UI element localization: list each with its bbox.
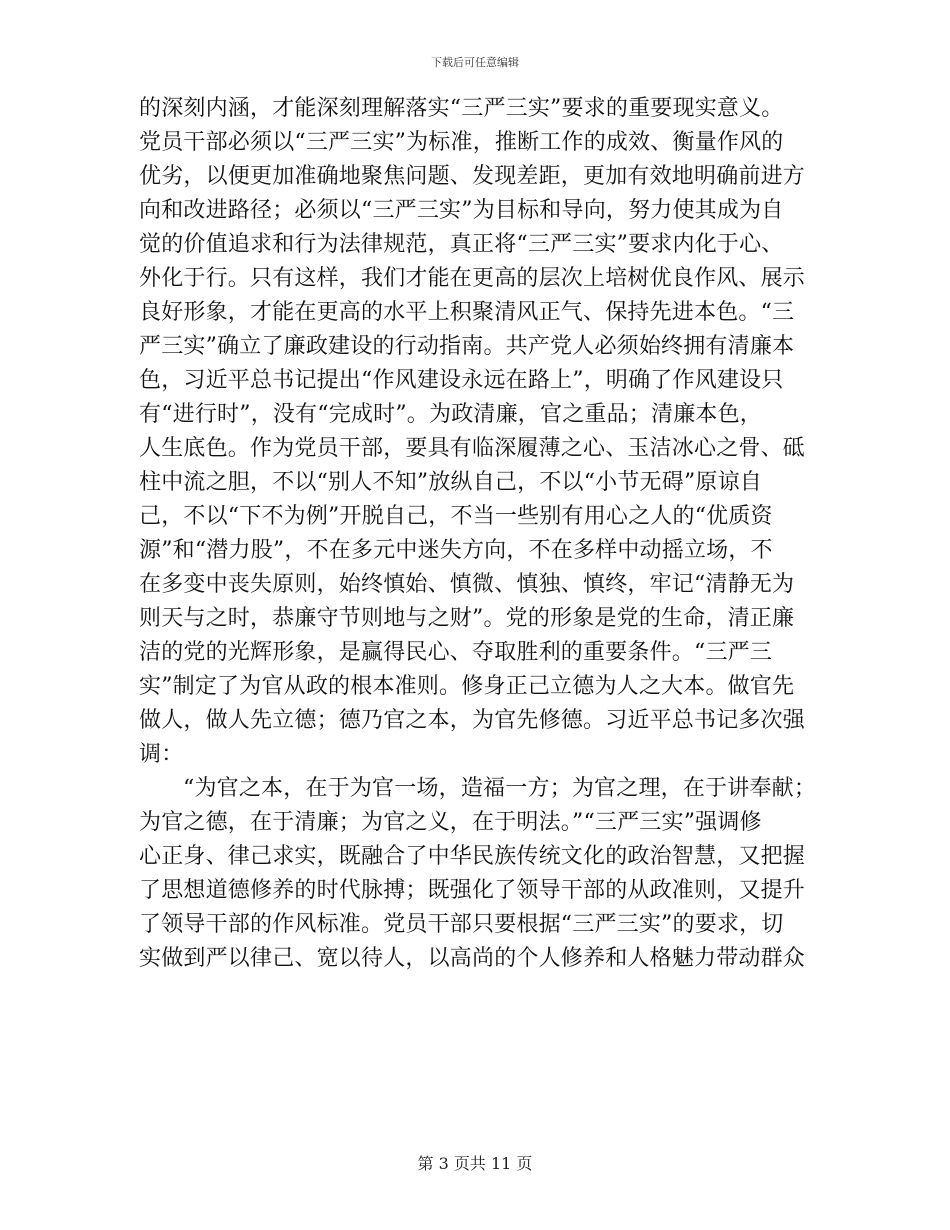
- body-line: 有“进行时”，没有“完成时”。为政清廉，官之重品；清廉本色，: [139, 402, 762, 427]
- body-line: 调：: [139, 742, 184, 767]
- body-line: 做人，做人先立德；德乃官之本，为官先修德。习近平总书记多次强: [139, 708, 806, 733]
- body-line: 外化于行。只有这样，我们才能在更高的层次上培树优良作风、展示: [139, 266, 806, 291]
- body-text: [139, 92, 817, 976]
- body-line: 严三实”确立了廉政建设的行动指南。共产党人必须始终拥有清廉本: [139, 334, 795, 359]
- body-line: 心正身、律己求实，既融合了中华民族传统文化的政治智慧，又把握: [139, 844, 806, 869]
- body-line: 觉的价值追求和行为法律规范，真正将“三严三实”要求内化于心、: [139, 232, 784, 257]
- quote-line: “为官之本，在于为官一场，造福一方；为官之理，在于讲奉献；: [183, 776, 817, 801]
- page-header: 下载后可任意编辑: [431, 56, 519, 69]
- page-number: 第 3 页共 11 页: [417, 1154, 533, 1173]
- body-line: 则天与之时，恭廉守节则地与之财”。党的形象是党的生命，清正廉: [139, 606, 795, 631]
- body-line: 了思想道德修养的时代脉搏；既强化了领导干部的从政准则，又提升: [139, 878, 806, 903]
- body-line: 为官之德，在于清廉；为官之义，在于明法。”“三严三实”强调修: [139, 810, 762, 835]
- body-line: 良好形象，才能在更高的水平上积聚清风正气、保持先进本色。“三: [139, 300, 795, 325]
- body-line: 优劣，以便更加准确地聚焦问题、发现差距，更加有效地明确前进方: [139, 164, 806, 189]
- body-line: 的深刻内涵，才能深刻理解落实“三严三实”要求的重要现实意义。: [139, 96, 784, 121]
- body-line: 党员干部必须以“三严三实”为标准，推断工作的成效、衡量作风的: [139, 130, 784, 155]
- body-line: 在多变中丧失原则，始终慎始、慎微、慎独、慎终，牢记“清静无为: [139, 572, 795, 597]
- body-line: 色，习近平总书记提出“作风建设永远在路上”，明确了作风建设只: [139, 368, 784, 393]
- body-line: 实”制定了为官从政的根本准则。修身正己立德为人之大本。做官先: [139, 674, 795, 699]
- body-line: 己，不以“下不为例”开脱自己，不当一些别有用心之人的“优质资: [139, 504, 773, 529]
- body-line: 人生底色。作为党员干部，要具有临深履薄之心、玉洁冰心之骨、砥: [139, 436, 806, 461]
- body-line: 洁的党的光辉形象，是赢得民心、夺取胜利的重要条件。“三严三: [139, 640, 773, 665]
- body-line: 实做到严以律己、宽以待人，以高尚的个人修养和人格魅力带动群众: [139, 946, 806, 971]
- body-line: 向和改进路径；必须以“三严三实”为目标和导向，努力使其成为自: [139, 198, 784, 223]
- body-line: 源”和“潜力股”，不在多元中迷失方向，不在多样中动摇立场，不: [139, 538, 773, 563]
- body-line: 了领导干部的作风标准。党员干部只要根据“三严三实”的要求，切: [139, 912, 784, 937]
- body-line: 柱中流之胆，不以“别人不知”放纵自己，不以“小节无碍”原谅自: [139, 470, 762, 495]
